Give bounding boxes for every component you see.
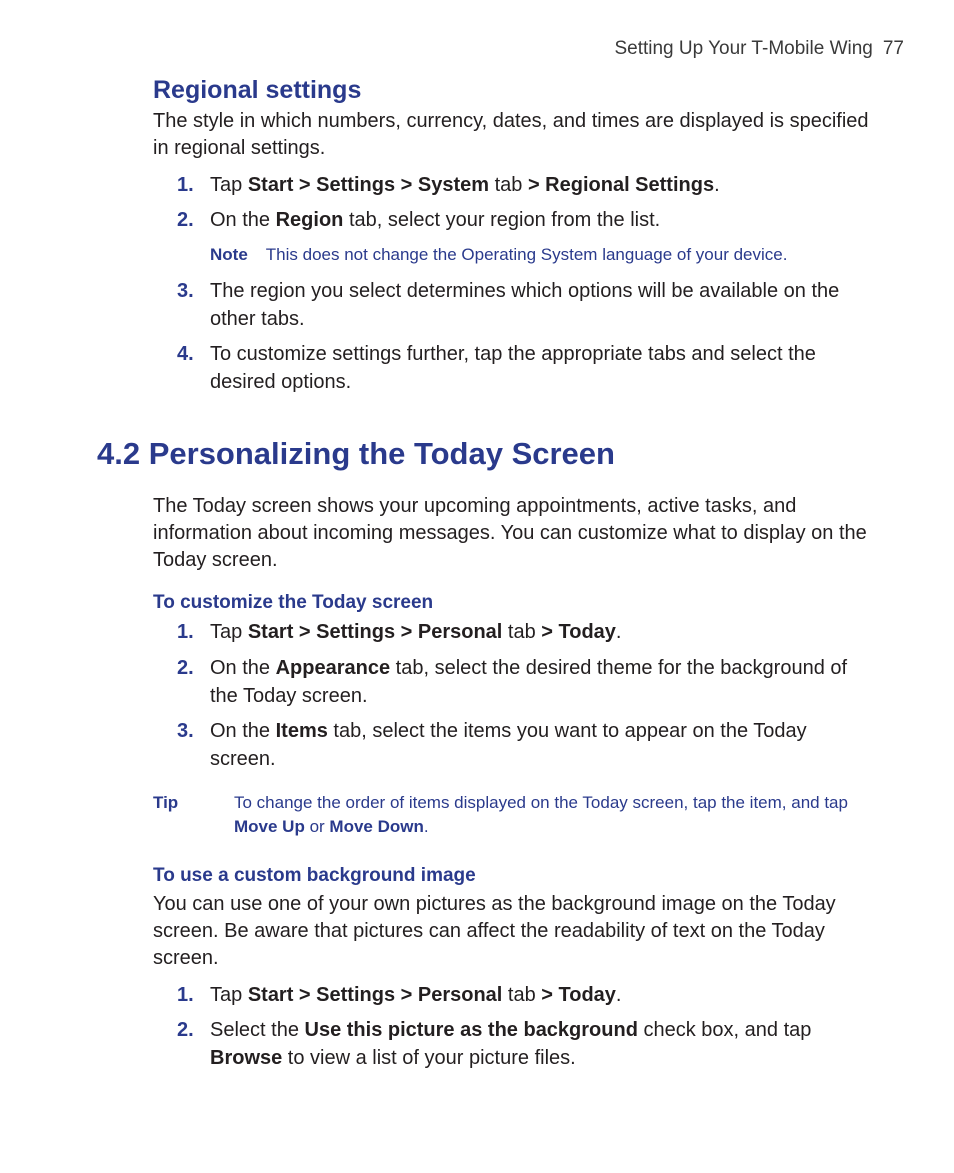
customize-heading: To customize the Today screen [153, 592, 434, 613]
step-text: Tap Start > Settings > System tab > Regional Settings. [210, 174, 720, 196]
regional-step-3 [177, 277, 877, 333]
section-intro: The Today screen shows your upcoming appointments, active tasks, and information about incoming messages. You can customize what to display on the Today screen. [153, 495, 867, 571]
note-label: Note [210, 245, 248, 264]
tip-label: Tip [153, 793, 179, 812]
page-header [614, 38, 904, 60]
regional-note [210, 245, 787, 265]
section-heading: 4.2 Personalizing the Today Screen [97, 436, 615, 471]
customize-step-1 [177, 618, 877, 646]
step-text: Tap Start > Settings > Personal tab > Today. [210, 621, 622, 643]
step-text: The region you select determines which options will be available on the other tabs. [210, 280, 840, 330]
page-number: 77 [882, 38, 904, 59]
step-number: 2. [177, 209, 194, 231]
background-intro: You can use one of your own pictures as the background image on the Today screen. Be aware that pictures can affect the readability of text on the Today screen. [153, 893, 836, 969]
regional-step-1 [177, 171, 877, 199]
step-number: 1. [177, 984, 194, 1006]
customize-tip [153, 791, 873, 839]
background-step-2 [177, 1016, 877, 1072]
step-number: 4. [177, 343, 194, 365]
header-title: Setting Up Your T-Mobile Wing [614, 38, 873, 59]
step-text: On the Appearance tab, select the desired theme for the background of the Today screen. [210, 657, 848, 707]
regional-intro: The style in which numbers, currency, dates, and times are displayed is specified in regional settings. [153, 110, 869, 159]
step-text: To customize settings further, tap the appropriate tabs and select the desired options. [210, 343, 816, 393]
step-text: On the Items tab, select the items you want to appear on the Today screen. [210, 720, 807, 770]
customize-step-3 [177, 717, 877, 773]
step-number: 1. [177, 174, 194, 196]
step-number: 3. [177, 720, 194, 742]
background-heading: To use a custom background image [153, 865, 476, 886]
step-text: Select the Use this picture as the background check box, and tap Browse to view a list of your picture files. [210, 1019, 812, 1069]
step-number: 2. [177, 1019, 194, 1041]
regional-settings-heading: Regional settings [153, 76, 362, 104]
note-text: This does not change the Operating System language of your device. [265, 245, 788, 264]
step-number: 2. [177, 657, 194, 679]
step-number: 3. [177, 280, 194, 302]
tip-text: To change the order of items displayed on the Today screen, tap the item, and tap Move Up or Move Down. [234, 793, 848, 836]
step-text: Tap Start > Settings > Personal tab > Today. [210, 984, 622, 1006]
customize-step-2 [177, 654, 877, 710]
regional-step-4 [177, 340, 877, 396]
regional-step-2 [177, 206, 877, 234]
step-number: 1. [177, 621, 194, 643]
step-text: On the Region tab, select your region from the list. [210, 209, 661, 231]
background-step-1 [177, 981, 877, 1009]
